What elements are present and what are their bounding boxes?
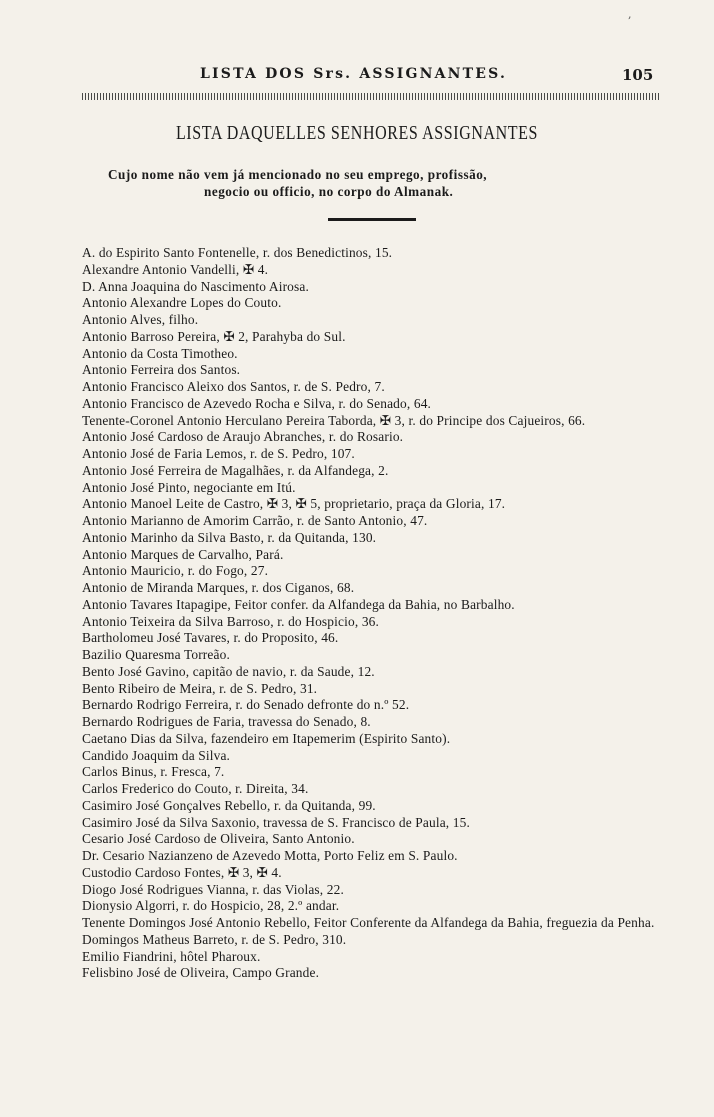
list-item: Antonio José Cardoso de Araujo Abranches, r. do Rosario. [82, 429, 404, 445]
list-item: Tenente-Coronel Antonio Herculano Pereira Taborda, ✠ 3, r. do Principe dos Cajueiros, 66. [82, 412, 586, 428]
running-header [0, 66, 714, 86]
list-item: D. Anna Joaquina do Nascimento Airosa. [82, 278, 309, 294]
list-item: Antonio Manoel Leite de Castro, ✠ 3, ✠ 5, proprietario, praça da Gloria, 17. [82, 496, 506, 512]
list-item: Antonio Barroso Pereira, ✠ 2, Parahyba do Sul. [82, 328, 346, 344]
list-item: Emilio Fiandrini, hôtel Pharoux. [82, 948, 261, 964]
list-item: Carlos Binus, r. Fresca, 7. [82, 764, 225, 780]
list-item: Domingos Matheus Barreto, r. de S. Pedro, 310. [82, 931, 347, 947]
list-item: Antonio Francisco Aleixo dos Santos, r. de S. Pedro, 7. [82, 379, 385, 394]
list-item: Antonio da Costa Timotheo. [82, 345, 238, 361]
subtitle-line-1: Cujo nome não vem já mencionado no seu emprego, profissão, [108, 167, 488, 182]
list-item: Tenente Domingos José Antonio Rebello, Feitor Conferente da Alfandega da Bahia, freguezia da Penha. [82, 915, 655, 930]
list-item: Antonio Marianno de Amorim Carrão, r. de Santo Antonio, 47. [82, 513, 428, 528]
list-item: A. do Espirito Santo Fontenelle, r. dos Benedictinos, 15. [82, 245, 393, 260]
list-item: Dr. Cesario Nazianzeno de Azevedo Motta, Porto Feliz em S. Paulo. [82, 848, 458, 863]
list-item: Antonio Francisco de Azevedo Rocha e Silva, r. do Senado, 64. [82, 395, 432, 411]
list-item: Antonio José Pinto, negociante em Itú. [82, 479, 296, 495]
list-item: Bernardo Rodrigo Ferreira, r. do Senado defronte do n.º 52. [82, 697, 410, 713]
list-item: Bazilio Quaresma Torreão. [82, 647, 230, 662]
list-item: Antonio Marinho da Silva Basto, r. da Quitanda, 130. [82, 529, 377, 545]
list-item: Alexandre Antonio Vandelli, ✠ 4. [82, 261, 269, 277]
list-item: Casimiro José da Silva Saxonio, travessa de S. Francisco de Paula, 15. [82, 814, 470, 830]
corner-mark: , [628, 8, 632, 21]
list-item: Antonio Ferreira dos Santos. [82, 362, 241, 378]
list-item: Antonio Teixeira da Silva Barroso, r. do Hospicio, 36. [82, 613, 380, 629]
list-item: Custodio Cardoso Fontes, ✠ 3, ✠ 4. [82, 864, 282, 880]
section-divider [328, 218, 416, 221]
list-item: Casimiro José Gonçalves Rebello, r. da Quitanda, 99. [82, 797, 376, 813]
subscriber-list [82, 245, 692, 982]
section-subtitle [108, 166, 628, 200]
list-item: Bento Ribeiro de Meira, r. de S. Pedro, 31. [82, 680, 318, 696]
list-item: Candido Joaquim da Silva. [82, 747, 231, 763]
running-title: LISTA DOS Srs. ASSIGNANTES. [200, 66, 508, 82]
list-item: Bartholomeu José Tavares, r. do Proposito, 46. [82, 630, 339, 646]
list-item: Antonio Mauricio, r. do Fogo, 27. [82, 563, 269, 579]
list-item: Caetano Dias da Silva, fazendeiro em Itapemerim (Espirito Santo). [82, 730, 451, 746]
section-heading: LISTA DAQUELLES SENHORES ASSIGNANTES [175, 122, 539, 144]
list-item: Antonio Alves, filho. [82, 312, 199, 327]
ornamental-rule [82, 93, 660, 100]
list-item: Antonio de Miranda Marques, r. dos Ciganos, 68. [82, 580, 355, 595]
list-item: Antonio Marques de Carvalho, Pará. [82, 546, 284, 562]
list-item: Antonio Tavares Itapagipe, Feitor confer. da Alfandega da Bahia, no Barbalho. [82, 596, 515, 612]
list-item: Antonio José Ferreira de Magalhães, r. da Alfandega, 2. [82, 462, 389, 478]
list-item: Carlos Frederico do Couto, r. Direita, 34. [82, 781, 309, 796]
list-item: Bernardo Rodrigues de Faria, travessa do Senado, 8. [82, 714, 371, 729]
subtitle-line-2: negocio ou officio, no corpo do Almanak. [204, 184, 454, 199]
list-item: Bento José Gavino, capitão de navio, r. da Saude, 12. [82, 663, 375, 679]
list-item: Felisbino José de Oliveira, Campo Grande. [82, 965, 320, 981]
list-item: Diogo José Rodrigues Vianna, r. das Violas, 22. [82, 881, 344, 897]
list-item: Antonio Alexandre Lopes do Couto. [82, 295, 282, 311]
list-item: Antonio José de Faria Lemos, r. de S. Pedro, 107. [82, 446, 355, 461]
page-number: 105 [622, 66, 654, 84]
list-item: Cesario José Cardoso de Oliveira, Santo Antonio. [82, 831, 355, 847]
list-item: Dionysio Algorri, r. do Hospicio, 28, 2.º andar. [82, 898, 340, 914]
